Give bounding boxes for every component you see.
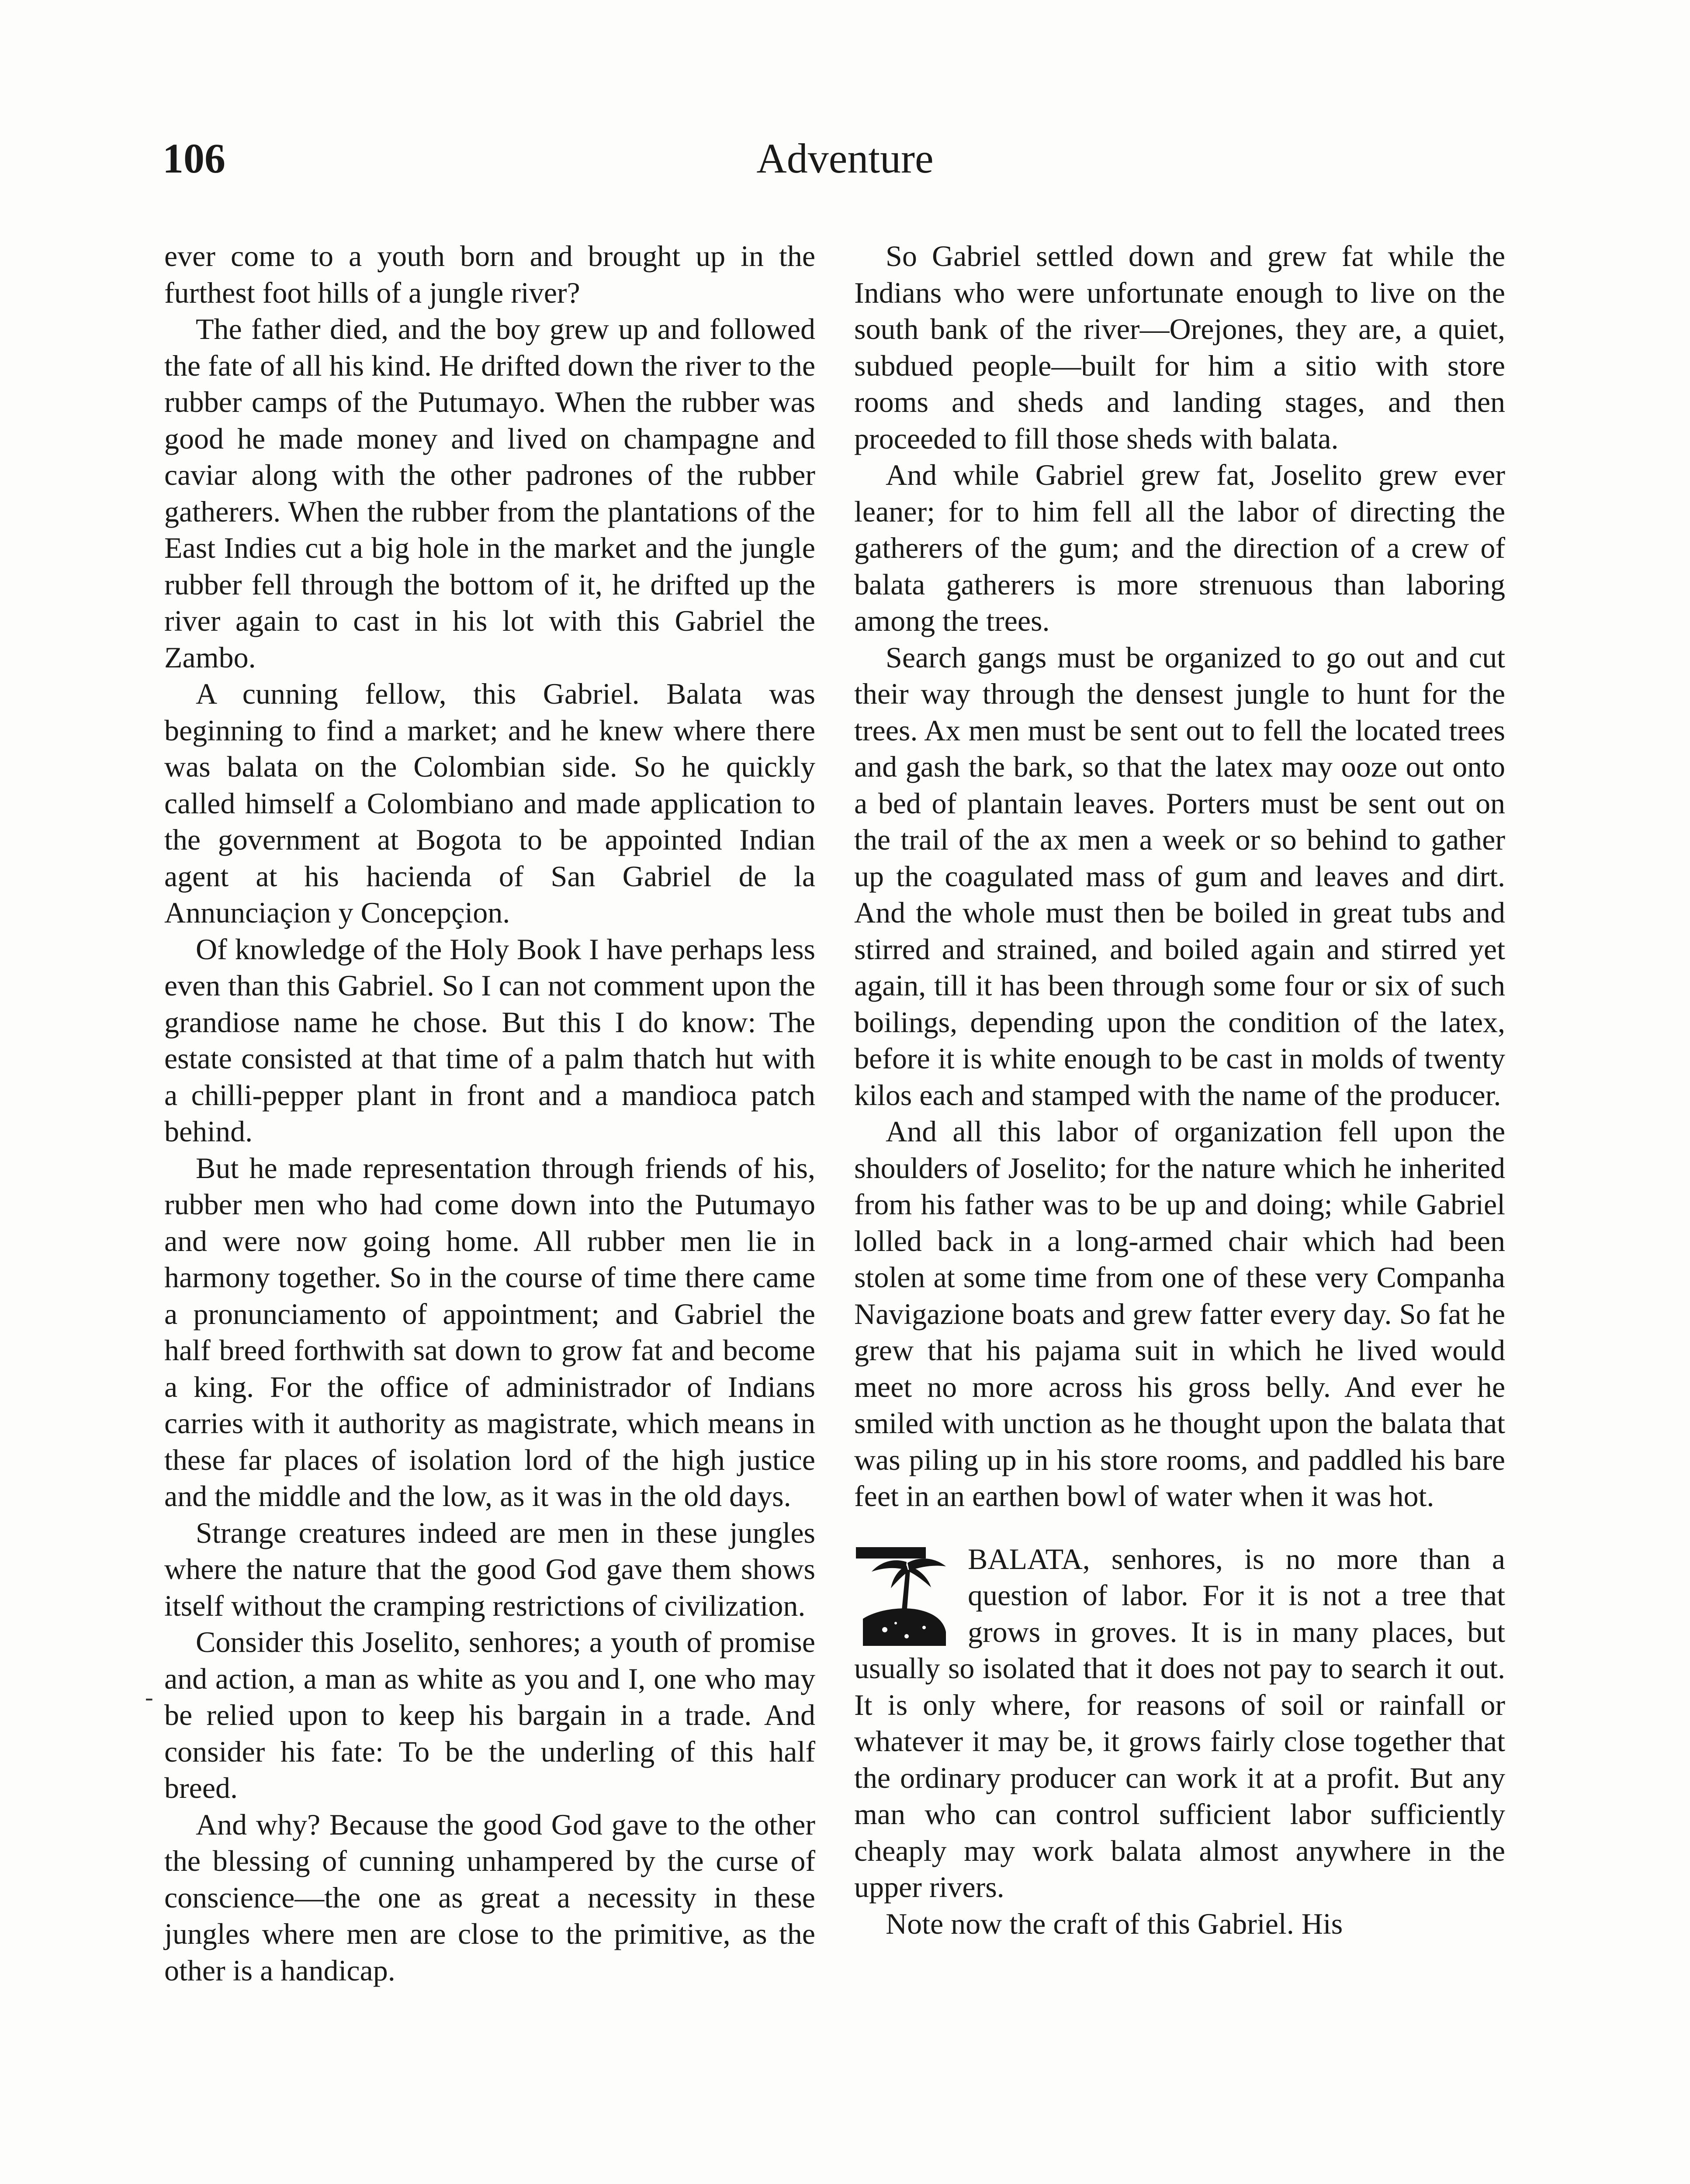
paragraph: And all this labor of organization fell upon the shoulders of Joselito; for the nature which he inherited from his father was to be up and doing; while Gabriel lolled back in a long-armed chair which had been stolen at some time from one of these very Companha Navigazione boats and grew fatter every day. So fat he grew that his pajama suit in which he lived would meet no more across his gross belly. And ever he smiled with unction as he thought upon the balata that was piling up in his store rooms, and paddled his bare feet in an earthen bowl of water when it was hot. [854,1115,1505,1513]
paragraph-text: BALATA, senhores, is no more than a question of labor. For it is not a tree that grows in groves. It is in many places, but usually so isolated that it does not pay to search it out. It is only where, for reasons of soil or rainfall or whatever it may be, it grows fairly close together that the ordinary producer can work it at a profit. But any man who can control sufficient labor sufficiently cheaply may work balata almost anywhere in the upper rivers. [854,1542,1505,1904]
margin-mark: - [145,1684,153,1711]
running-head-title: Adventure [756,135,934,182]
paragraph: Note now the craft of this Gabriel. His [886,1907,1343,1940]
paragraph: Of knowledge of the Holy Book I have perhaps less even than this Gabriel. So I can not comment upon the grandiose name he chose. But this I do know: The estate consisted at that time of a palm thatch hut with a chilli-pepper plant in front and a mandioca patch behind. [164,932,815,1148]
paragraph: And while Gabriel grew fat, Joselito grew ever leaner; for to him fell all the labor of directing the gatherers of the gum; and the direction of a crew of balata gatherers is more strenuous than laboring among the trees. [854,458,1505,637]
left-column [164,238,815,1989]
section-start-paragraph [854,1541,1505,1906]
page-number: 106 [163,135,225,182]
right-column [854,238,1505,1942]
paragraph: But he made representation through friends of his, rubber men who had come down into the Putumayo and were now going home. All rubber men lie in harmony together. So in the course of time there came a pronunciamento of appointment; and Gabriel the half breed forthwith sat down to grow fat and become a king. For the office of administrador of Indians carries with it authority as magistrate, which means in these far places of isolation lord of the high justice and the middle and the low, as it was in the old days. [164,1151,815,1513]
paragraph: And why? Because the good God gave to the other the blessing of cunning unhampered by the curse of conscience—the one as great a necessity in these jungles where men are close to the primitive, as the other is a handicap. [164,1807,815,1987]
palm-tree-island-icon [854,1545,956,1648]
paragraph: The father died, and the boy grew up and followed the fate of all his kind. He drifted down the river to the rubber camps of the Putumayo. When the rubber was good he made money and lived on champagne and caviar along with the other padrones of the rubber gatherers. When the rubber from the plantations of the East Indies cut a big hole in the market and the jungle rubber fell through the bottom of it, he drifted up the river again to cast in his lot with this Gabriel the Zambo. [164,312,815,674]
paragraph: ever come to a youth born and brought up in the furthest foot hills of a jungle river? [164,239,815,309]
paragraph: Consider this Joselito, senhores; a youth of promise and action, a man as white as you and I, one who may be relied upon to keep his bargain in a trade. And consider his fate: To be the underling of this half breed. [164,1625,815,1804]
paragraph: A cunning fellow, this Gabriel. Balata was beginning to find a market; and he knew where there was balata on the Colombian side. So he quickly called himself a Colombiano and made application to the government at Bogota to be appointed Indian agent at his hacienda of San Gabriel de la Annunciaçion y Concepçion. [164,677,815,929]
paragraph: Strange creatures indeed are men in these jungles where the nature that the good God gave them shows itself without the cramping restrictions of civilization. [164,1516,815,1622]
paragraph: So Gabriel settled down and grew fat while the Indians who were unfortunate enough to live on the south bank of the river—Orejones, they are, a quiet, subdued people—built for him a sitio with store rooms and sheds and landing stages, and then proceeded to fill those sheds with balata. [854,239,1505,455]
paragraph: Search gangs must be organized to go out and cut their way through the densest jungle to hunt for the trees. Ax men must be sent out to fell the located trees and gash the bark, so that the latex may ooze out onto a bed of plantain leaves. Porters must be sent out on the trail of the ax men a week or so behind to gather up the coagulated mass of gum and leaves and dirt. And the whole must then be boiled in great tubs and stirred and strained, and boiled again and stirred yet again, till it has been through some four or six of such boilings, depending upon the condition of the latex, before it is white enough to be cast in molds of twenty kilos each and stamped with the name of the producer. [854,640,1505,1112]
